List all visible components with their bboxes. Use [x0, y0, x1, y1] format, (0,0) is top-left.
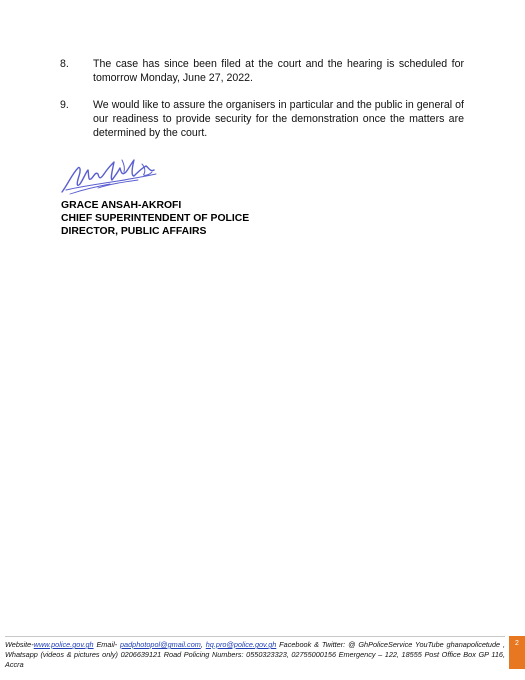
paragraph-8 [60, 57, 464, 85]
email-label: Email- [93, 640, 120, 649]
signatory-name: GRACE ANSAH-AKROFI [61, 200, 182, 211]
website-label: Website- [5, 640, 34, 649]
email-link-padphotopol[interactable]: padphotopol@gmail.com [120, 640, 201, 649]
paragraph-number: 9. [60, 99, 69, 111]
email-link-hq-pro[interactable]: hq.pro@police.gov.gh [205, 640, 277, 649]
website-link[interactable]: www.police.gov.gh [33, 640, 94, 649]
paragraph-text: We would like to assure the organisers in particular and the public in general of our readiness to provide security for the demonstration once the matters are determined by the court. [93, 99, 464, 140]
signature-block [61, 199, 249, 239]
paragraph-9 [60, 98, 464, 141]
signatory-rank: CHIEF SUPERINTENDENT OF POLICE [61, 213, 250, 225]
handwritten-signature [58, 154, 162, 198]
footer-contact-details: Facebook & Twitter: @ GhPoliceService YouTube ghanapolicetude , Whatsapp (videos & pictures only) 0206639121 Road Policing Numbers: 0550323323, 02755000156 Emergency – 122, 18555 Post Office Box GP 116, Accra [5, 640, 506, 670]
page-number-tab: 2 [509, 636, 525, 669]
paragraph-number: 8. [60, 58, 69, 70]
signatory-title: DIRECTOR, PUBLIC AFFAIRS [61, 226, 207, 238]
paragraph-text: The case has since been filed at the court and the hearing is scheduled for tomorrow Monday, June 27, 2022. [93, 58, 464, 85]
footer [0, 636, 525, 680]
footer-contact-text [5, 640, 505, 671]
email-separator: , [200, 640, 206, 649]
footer-divider [5, 636, 505, 637]
